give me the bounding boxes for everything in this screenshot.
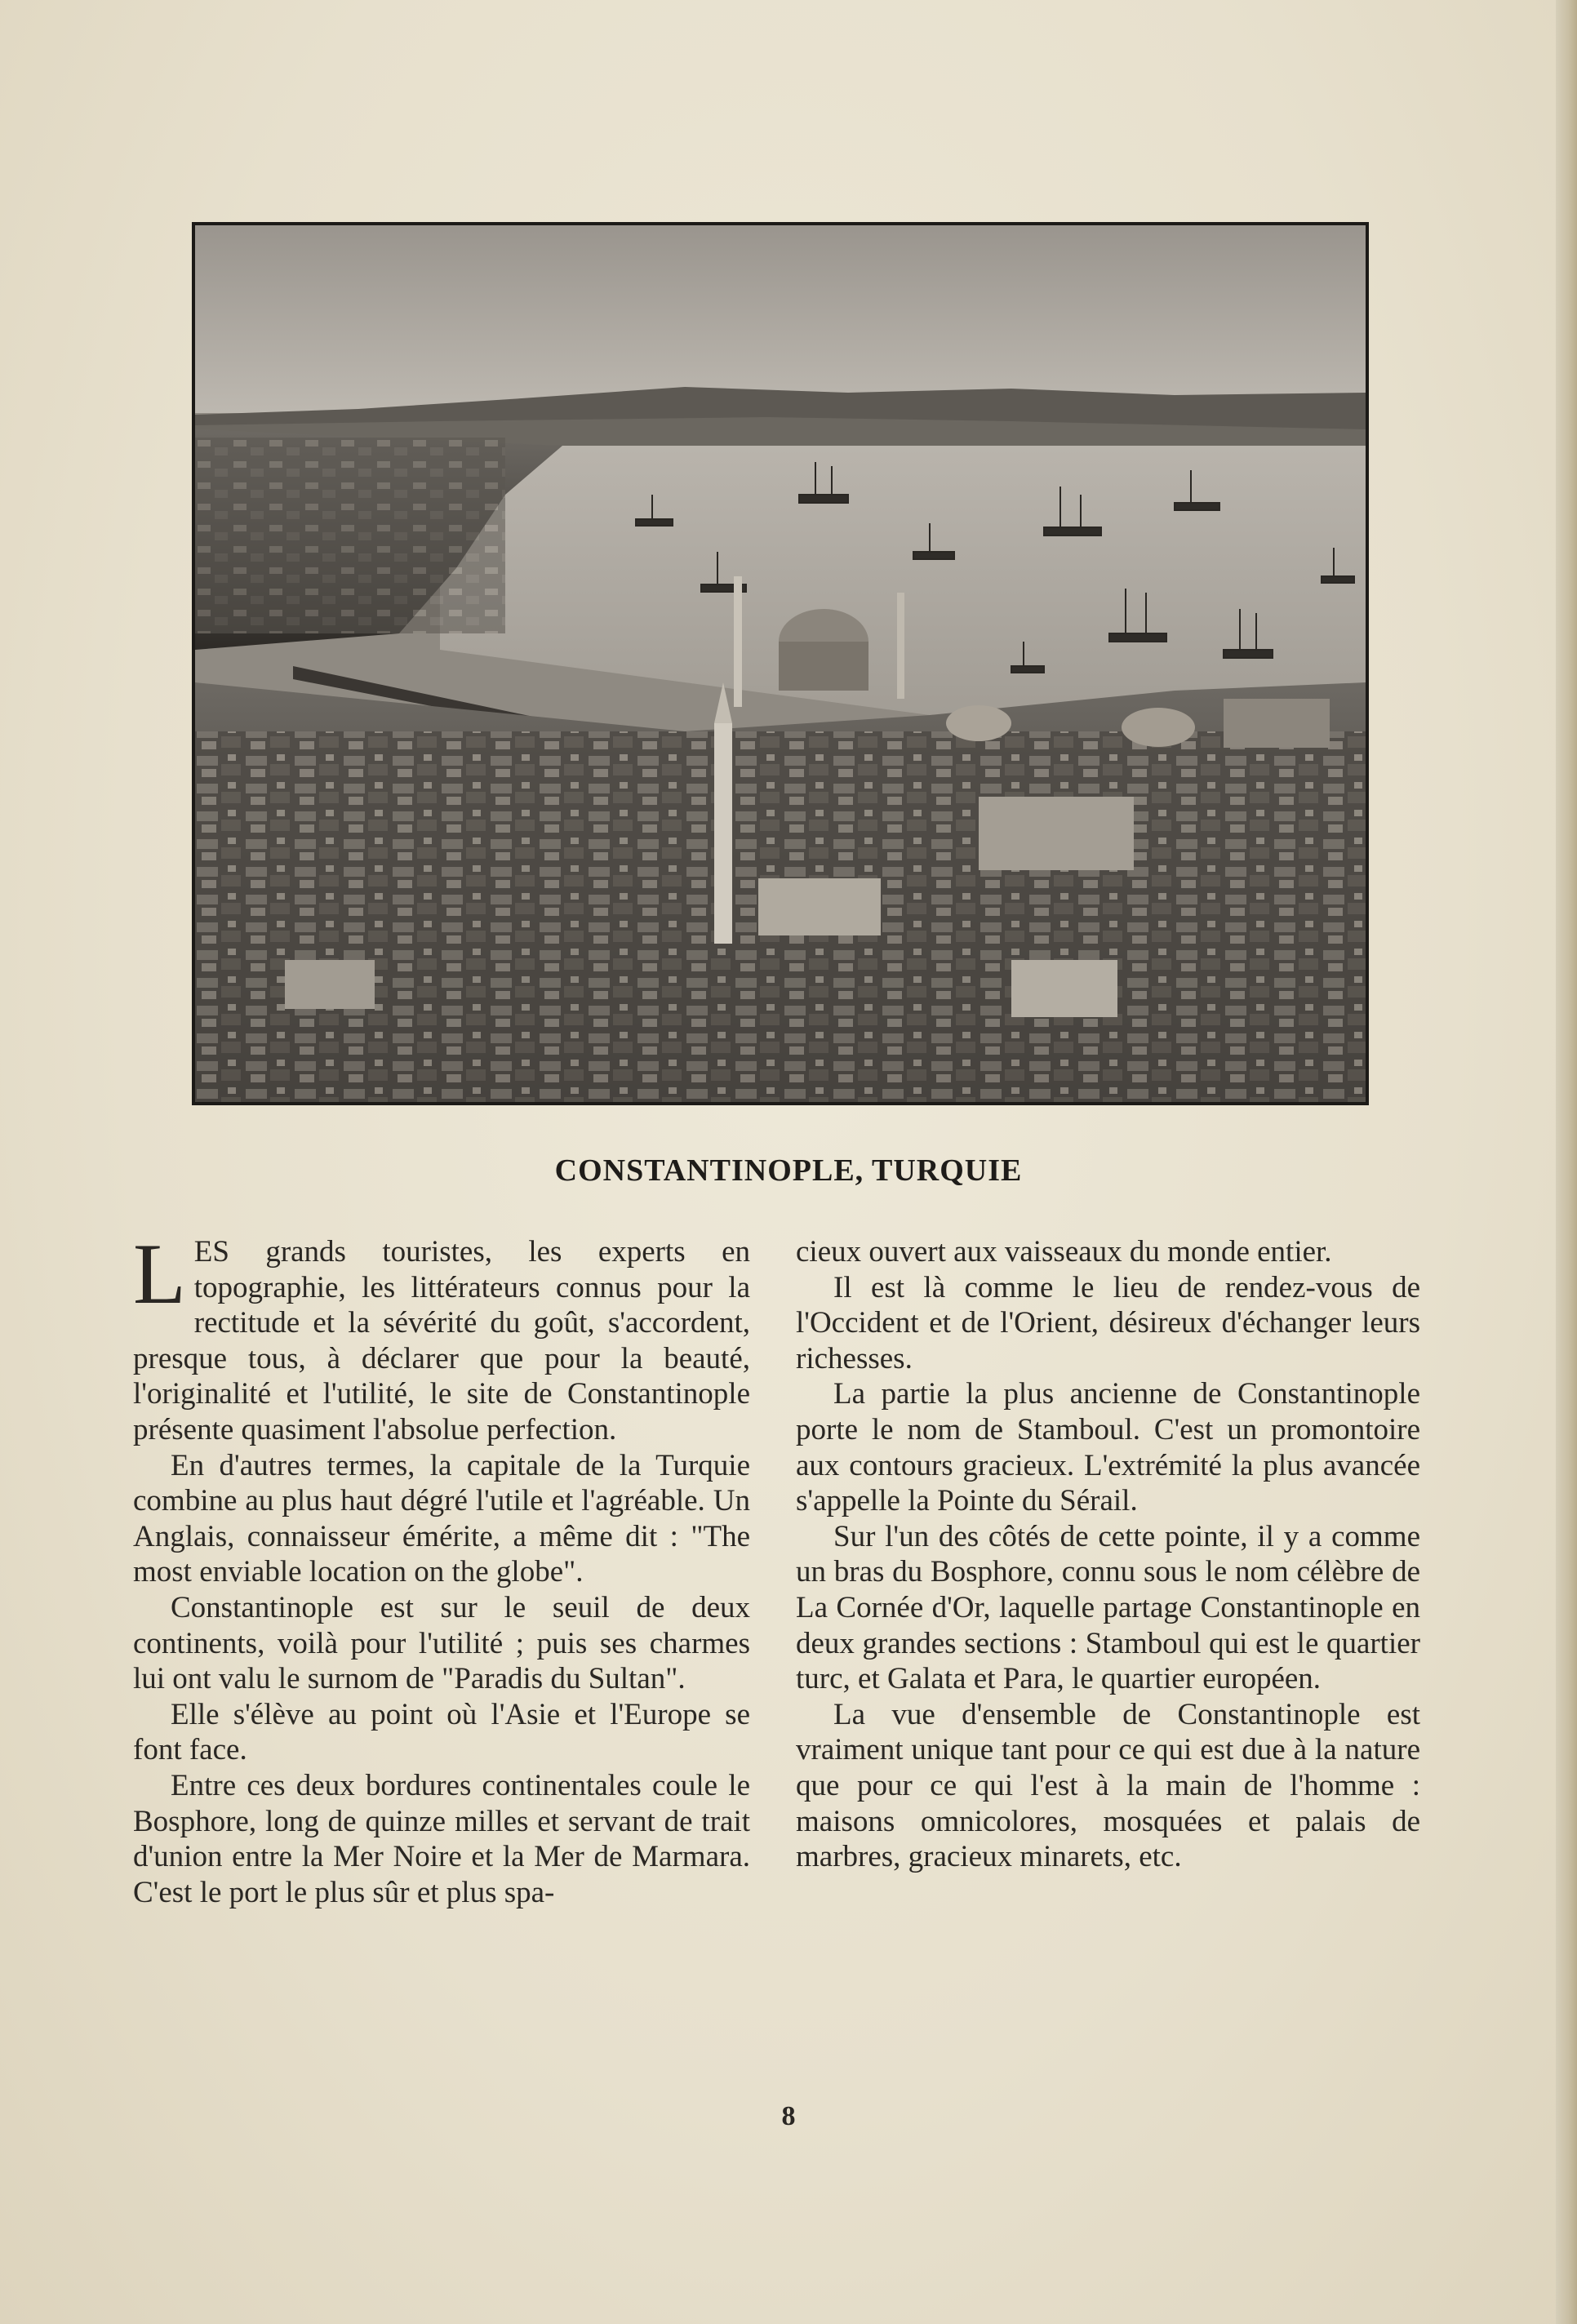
page-number: 8 (781, 2101, 796, 2131)
drop-cap: L (133, 1226, 186, 1322)
photo-caption: CONSTANTINOPLE, TURQUIE (554, 1153, 1023, 1188)
paragraph: Il est là comme le lieu de rendez-vous de l'Occident et de l'Orient, désireux d'échanger leurs richesses. (796, 1270, 1420, 1375)
paragraph: Entre ces deux bordures continentales coule le Bosphore, long de quinze milles et servant de trait d'union entre la Mer Noire et la Mer de Marmara. C'est le port le plus sûr et plus spa- (133, 1768, 750, 1909)
paragraph: Elle s'élève au point où l'Asie et l'Europe se font face. (133, 1697, 750, 1767)
paragraph: Sur l'un des côtés de cette pointe, il y a comme un bras du Bosphore, connu sous le nom célèbre de La Cornée d'Or, laquelle partage Constantinople en deux grandes sections : Stamboul qui est le quartier turc, et Galata et Para, le quartier européen. (796, 1519, 1420, 1696)
right-text-column (796, 1234, 1420, 1875)
city-harbor-photo-icon (195, 225, 1366, 1102)
paragraph: cieux ouvert aux vaisseaux du monde entier. (796, 1235, 1332, 1269)
left-text-column (133, 1226, 750, 1910)
paragraph: La partie la plus ancienne de Constantinople porte le nom de Stamboul. C'est un promontoire aux contours gracieux. L'extrémité la plus avancée s'appelle la Pointe du Sérail. (796, 1377, 1420, 1518)
paragraph: LES grands touristes, les experts en topographie, les littérateurs connus pour la rectitude et la sévérité du goût, s'accordent, presque tous, à déclarer que pour la beauté, l'originalité et l'utilité, le site de Constantinople présente quasiment l'absolue perfection. (133, 1226, 750, 1446)
paragraph: Constantinople est sur le seuil de deux continents, voilà pour l'utilité ; puis ses charmes lui ont valu le surnom de "Paradis du Sultan". (133, 1590, 750, 1696)
paragraph: En d'autres termes, la capitale de la Turquie combine au plus haut dégré l'utile et l'agréable. Un Anglais, connaisseur émérite, a même dit : "The most enviable location on the globe". (133, 1448, 750, 1589)
constantinople-photo (192, 222, 1369, 1105)
paragraph: La vue d'ensemble de Constantinople est vraiment unique tant pour ce qui est due à la nature que pour ce qui l'est à la main de l'homme : maisons omnicolores, mosquées et palais de marbres, gracieux minarets, etc. (796, 1697, 1420, 1874)
